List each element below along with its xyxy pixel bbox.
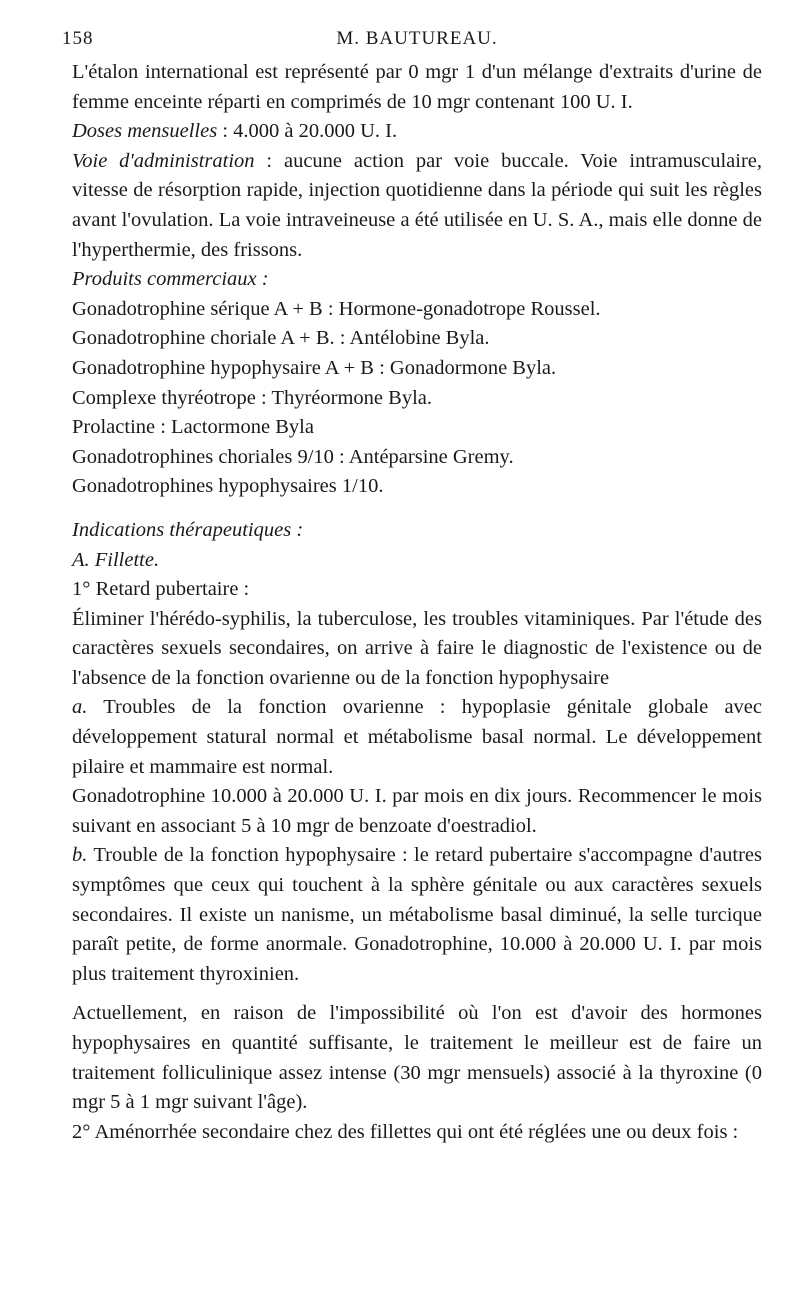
indications-heading: Indications thérapeutiques : — [72, 518, 304, 541]
products-heading: Produits commerciaux : — [72, 268, 269, 291]
paragraph-amenorrhea: 2° Aménorrhée secondaire chez des fillettes qui ont été réglées une ou deux fois : — [72, 1120, 739, 1143]
product-item: Gonadotrophine choriale A + B. : Antélobine Byla. — [72, 327, 490, 350]
product-item: Complexe thyréotrope : Thyréormone Byla. — [72, 386, 432, 409]
ovarian-text: Troubles de la fonction ovarienne : hypoplasie génitale globale avec développement statural normal et métabolisme basal normal. Le développement pilaire et mammaire est normal. — [72, 696, 762, 778]
product-item: Gonadotrophine hypophysaire A + B : Gonadormone Byla. — [72, 356, 557, 379]
product-item: Gonadotrophines hypophysaires 1/10. — [72, 475, 384, 498]
item-label-a: a. — [72, 696, 88, 719]
item-label-b: b. — [72, 844, 88, 867]
section-heading-a: A. Fillette. — [72, 548, 160, 571]
paragraph-standard: L'étalon international est représenté par 0 mgr 1 d'un mélange d'extraits d'urine de femme enceinte réparti en comprimés de 10 mgr contenant 100 U. I. — [72, 61, 762, 113]
document-page — [62, 28, 763, 1147]
product-item: Gonadotrophines choriales 9/10 : Antéparsine Gremy. — [72, 445, 514, 468]
paragraph-ovarian — [72, 693, 762, 782]
paragraph-eliminate: Éliminer l'hérédo-syphilis, la tuberculose, les troubles vitaminiques. Par l'étude des caractères sexuels secondaires, on arrive à faire le diagnostic de l'existence ou de l'absence de la fonction ovarienne ou de la fonction hypophysaire — [72, 607, 762, 689]
page-header — [62, 28, 762, 58]
paragraph-current-treatment: Actuellement, en raison de l'impossibilité où l'on est d'avoir des hormones hypophysaires en quantité suffisante, le traitement le meilleur est de faire un traitement folliculinique assez intense (30 mgr mensuels) associé à la thyroxine (0 mgr 5 à 1 mgr suivant l'âge). — [72, 1002, 762, 1114]
products-list — [72, 295, 762, 502]
administration-label: Voie d'administration — [72, 149, 255, 172]
product-item: Gonadotrophine sérique A + B : Hormone-gonadotrope Roussel. — [72, 297, 601, 320]
administration-text: : aucune action par voie buccale. Voie intramusculaire, vitesse de résorption rapide, injection quotidienne dans la période qui suit les règles avant l'ovulation. La voie intraveineuse a été utilisée en U. S. A., mais elle donne de l'hyperthermie, des frissons. — [72, 149, 763, 261]
paragraph-administration — [72, 147, 762, 265]
doses-label: Doses mensuelles — [72, 120, 218, 143]
product-item: Prolactine : Lactormone Byla — [72, 416, 314, 439]
hypophyseal-text: Trouble de la fonction hypophysaire : le retard pubertaire s'accompagne d'autres symptômes que ceux qui touchent à la sphère génitale ou aux caractères sexuels secondaires. Il existe un nanisme, un métabolisme basal diminué, la selle turcique paraît petite, de forme anormale. Gonadotrophine, 10.000 à 20.000 U. I. par mois plus traitement thyroxinien. — [72, 844, 762, 985]
running-head: M. BAUTUREAU. — [336, 28, 498, 49]
paragraph-doses — [72, 117, 762, 147]
paragraph-hypophyseal — [72, 841, 762, 989]
subsection-heading-1: 1° Retard pubertaire : — [72, 578, 250, 601]
page-number: 158 — [62, 28, 94, 49]
doses-text: : 4.000 à 20.000 U. I. — [217, 120, 398, 143]
paragraph-gonadotrophin-dose: Gonadotrophine 10.000 à 20.000 U. I. par mois en dix jours. Recommencer le mois suivant en associant 5 à 10 mgr de benzoate d'oestradiol. — [72, 785, 762, 837]
